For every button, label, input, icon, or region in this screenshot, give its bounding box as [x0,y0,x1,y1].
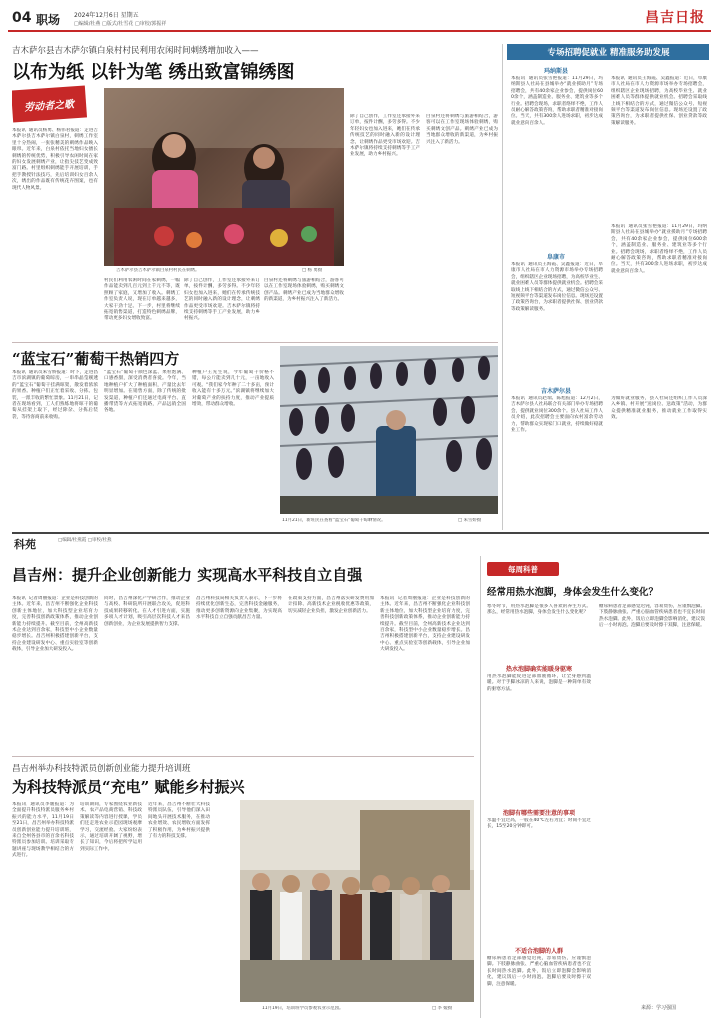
story2-credit: □ 朱雪娇摄 [458,518,482,523]
training-photo [240,800,474,1002]
sidebar-sec3-text: 本报讯 通讯员赵瑞、陈旭报道：12月2日，吉木萨尔县人社局联合有关部门举办专场招聘会，提供就业岗位300余个。县人社局工作人员介绍，此次招聘会主要面向农村富余劳动力，帮助群众实现家门口就业，持续做好稳就业工作。 [511,396,603,434]
page-number: 04 [12,10,32,26]
health-column [480,556,709,1018]
story1-caption: 吉木萨尔县吉木萨尔镇白泉村村民在刺绣。 [116,268,200,273]
health-col1c: 水温不宜过高，一般在40℃左右为宜；时间不宜过长，15至20分钟即可。 [487,818,591,830]
story4-col2: 培训期间，专家围绕农业新技术、农产品电商营销、科技政策解读等内容进行授课，学员们还走进农业示范园现场观摩学习，交流经验。大家纷纷表示，通过培训开阔了视野，增长了知识，今后将把所学运用到实际工作中。 [80,802,142,852]
story4-caption: 11月19日，培训班学员参观农业示范园。 [262,1006,344,1011]
photo-art-3 [240,800,474,1002]
story2-col3: 种植户王先生说，今年葡萄干价格不错，每公斤能卖到几十元，一亩地收入可观。“我们家今年种了二十多亩，预计收入能有十多万元。”滨湖镇将继续加大对葡萄产业的扶持力度，推动产业提质增效，带动群众增收。 [192,370,274,408]
divider-1 [12,342,498,343]
masthead-logo [645,7,705,27]
health-col1: 寒冬时节，用热水泡脚是很多人喜欢的养生方式。那么，经常用热水泡脚，身体会发生什么变化呢？ [487,604,591,616]
sidebar-sec3-text-b: 为做好就业服务，县人社局还组织工作人员深入乡镇、村开展“送岗位、送政策”活动，为群众提供精准就业服务，推动就业工作取得实效。 [611,396,707,421]
story1-col1: 本报讯 通讯员杨勇、杨伟君报道：走进吉木萨尔县吉木萨尔镇白泉村，刺绣工作室里十分热闹，一张张精美的刺绣作品映入眼帘。近年来，白泉村依托当地妇女擅长刺绣的传统优势，积极引导农闲时间在家的妇女发展刺绣产业，让指尖技艺变成致富门路。村里组织刺绣能手开展培训，手把手教授针法技巧，先后培训妇女百余人次，绣出的作品既有传统花卉图案，也有现代人物风景。 [12,128,98,191]
sidebar-sec2-text: 本报讯 通讯员王海霞、吴鑫报道：近日，阜康市人社局在市人力资源市场举办专场招聘会，组织辖区企业现场招聘，为高校毕业生、就业困难人员等群体提供就业机会。招聘会采取线上线下相结合的方式，通过微信公众号、短视频平台等渠道发布岗位信息。现场还设置了政策咨询台，为求职者提供社保、创业贷款等政策解读服务。 [511,262,603,312]
health-col1d: 糖尿病患者足部感觉迟钝，容易烫伤，应谨慎泡脚。下肢静脉曲张、严重心脑血管疾病患者也不宜长时间热水泡脚。此外，饭后立即泡脚会影响消化，建议饭后一小时再泡。泡脚后要及时擦干双脚，注意保暖。 [487,956,591,987]
story2-title: “蓝宝石”葡萄干热销四方 [12,350,180,368]
sidebar-title: 专场招聘促就业 精准服务助发展 [547,48,670,58]
sidebar-sec2-text-b: 本报讯 通讯员张雪艳报道：11月29日，玛纳斯县人社局在县城举办“就业援助月”专场招聘会，共有40余家企业参会，提供岗位600余个，涵盖制造业、服务业、建筑业等多个行业。招聘会现场，求职者络绎不绝，工作人员耐心解答政策咨询，帮助求职者精准对接岗位。当天，共有300余人进场求职，初步达成就业意向百余人。 [611,224,707,274]
health-col1b: 用热水泡脚能促进足部血液循环，让全身感到温暖。对于手脚冰凉的人来说，泡脚是一种简单有效的驱寒方法。 [487,674,591,692]
story2-col1: 本报讯 通讯员朱雪娇报道：时下，走进昌吉市滨湖镇的葡萄晾房，一串串晶莹剔透的“蓝宝石”葡萄干挂满晾架，散发着浓浓的果香。种植户们正忙着采收、分拣、包装，一派丰收的繁忙景象。11月21日，记者在现场看到，工人们熟练地将晾干的葡萄从挂架上取下，经过除杂、分拣后装袋，等待客商前来收购。 [12,370,98,420]
science-editors: □编辑/杜燕霞 □审校/杜燕 [58,538,112,543]
science-section: 科苑 [14,538,36,550]
story1-col4: 白泉村还将刺绣与旅游相结合，游客可以在工作室现场体验刺绣，购买刺绣文创产品。刺绣产业已成为当地群众增收的新渠道，为乡村振兴注入了新活力。 [264,278,344,303]
page-section: 职场 [36,13,61,27]
masthead: 昌吉日报 [645,10,705,26]
science-header [12,532,709,550]
badge-text: 劳动者之歌 [23,98,75,114]
health-h1: 热水泡脚确实能暖身驱寒 [505,666,572,673]
story1-col6: 白泉村还将刺绣与旅游相结合，游客可以在工作室现场体验刺绣，购买刺绣文创产品。刺绣产业已成为当地群众增收的新渠道，为乡村振兴注入了新活力。 [426,114,498,145]
story2-col2: “蓝宝石”葡萄干颜色深蓝、果粒饱满、口感香甜，深受消费者喜爱。今年，当地种植户扩大了种植面积，产量比去年明显增加。在销售方面，除了传统的批发渠道，种植户们还通过电商平台、直播带货等方式拓宽销路，产品远销全国各地。 [104,370,186,414]
sidebar-title-bar [507,44,709,60]
story1-col5: 除了自己创作，工作室还承接外来订单，按件计酬，多劳多得。不少年轻妇女也加入进来，她们在传承传统技艺的同时融入新的设计理念，让刺绣作品更受市场欢迎。吉木萨尔镇将持续支持刺绣等手工产业发展，助力乡村振兴。 [350,114,420,158]
photo-art-2 [280,346,498,514]
story1-col3: 除了自己创作，工作室还承接外来订单，按件计酬，多劳多得。不少年轻妇女也加入进来，她们在传承传统技艺的同时融入新的设计理念，让刺绣作品更受市场欢迎。吉木萨尔镇将持续支持刺绣等手工产业发展，助力乡村振兴。 [184,278,260,322]
story2-caption: 11月21日，新旺民在查看“蓝宝石”葡萄干晾晒情况。 [282,518,386,523]
story4-col3: 近年来，昌吉州不断壮大科技特派员队伍，引导他们深入田间地头开展技术服务，在推动农业增效、农民增收方面发挥了积极作用，为乡村振兴提供了有力的科技支撑。 [148,802,210,840]
story1-kicker: 吉木萨尔县吉木萨尔镇白泉村村民利用农闲时间刺绣增加收入—— [12,46,259,56]
health-badge-text: 每周科普 [508,564,538,574]
health-badge [487,562,559,576]
issue-date: 2024年12月6日 星期五 [74,12,139,19]
story4-credit: □ 李 媛摄 [432,1006,453,1011]
story-embroidery [12,44,499,340]
story-raisins [12,346,499,530]
science-col1: 本报讯 记者周丽报道：企业是科技创新的主体。近年来，昌吉州不断强化企业科技创新主体地位，加大科技型企业培育力度，完善科技创新政策体系，推动企业创新能力持续提升。截至目前，全州高新技术企业达到百余家，科技型中小企业数量稳步增长。昌吉州积极搭建创新平台，支持企业建设研发中心、重点实验室等创新载体，引导企业加大研发投入。 [12,596,98,653]
story1-badge [12,85,87,122]
story-innovation [12,556,474,754]
health-author: 来源：学习强国 [641,1005,677,1011]
health-title: 经常用热水泡脚，身体会发生什么变化？ [487,587,659,598]
sidebar-sec1-text-b: 本报讯 通讯员王海霞、吴鑫报道：近日，阜康市人社局在市人力资源市场举办专场招聘会，组织辖区企业现场招聘，为高校毕业生、就业困难人员等群体提供就业机会。招聘会采取线上线下相结合的方式，通过微信公众号、短视频平台等渠道发布岗位信息。现场还设置了政策咨询台，为求职者提供社保、创业贷款等政策解读服务。 [611,76,707,126]
story-tech-envoys [12,760,474,1018]
science-col3: 昌吉州科技局相关负责人表示，下一步将持续优化创新生态，完善科技金融服务，推动更多创新资源向企业集聚，为实现高水平科技自立自强贡献昌吉力量。 [196,596,282,621]
story1-title: 以布为纸 以针为笔 绣出致富锦绣图 [12,62,295,83]
embroidery-photo [104,88,344,266]
editor-line: □编辑/杜燕 □版式/杜雪花 □审校/郭振祥 [74,21,167,27]
sidebar-sec2: 阜康市 [546,254,565,261]
story1-credit: □ 杨 勇摄 [302,268,323,273]
story4-title: 为科技特派员“充电” 赋能乡村振兴 [12,778,245,796]
health-h2: 泡脚有哪些需要注意的事项 [502,810,575,817]
sidebar-sec1-text: 本报讯 通讯员张雪艳报道：11月29日，玛纳斯县人社局在县城举办“就业援助月”专场招聘会，共有40余家企业参会，提供岗位600余个，涵盖制造业、服务业、建筑业等多个行业。招聘会现场，求职者络绎不绝，工作人员耐心解答政策咨询，帮助求职者精准对接岗位。当天，共有300余人进场求职，初步达成就业意向百余人。 [511,76,603,126]
sidebar-sec3: 吉木萨尔县 [540,388,571,395]
raisin-photo [280,346,498,514]
photo-art [104,88,344,266]
science-col4: 在政策支持方面，昌吉州落实研发费用加计扣除、高新技术企业税收优惠等政策，切实减轻企业负担，激发企业创新活力。 [288,596,374,614]
story4-kicker: 昌吉州举办科技特派员创新创业能力提升培训班 [12,764,191,774]
sidebar-recruitment [502,44,709,530]
story1-col2: 村民们利用农闲时间在家刺绣，一幅作品能卖到几百元到上千元不等，既照顾了家庭，又增加了收入。刺绣工作室负责人说，现在订单越来越多，大家干劲十足。下一步，村里将继续拓宽销售渠道，打造特色刺绣品牌，带动更多妇女增收致富。 [104,278,180,322]
story4-col1: 本报讯 通讯员李媛报道：为全面提升科技特派员服务乡村振兴的能力水平，11月19日至21日，昌吉州举办科技特派员创新创业能力提升培训班，来自全州各县市的百余名科技特派员参加培训。培训采取专题讲座与现场教学相结合的方式进行。 [12,802,74,859]
divider-2 [12,756,474,757]
header-rule [8,30,711,32]
sidebar-sec1: 玛纳斯县 [543,68,568,75]
science-col2: 同时，昌吉州深化产学研合作，推动企业与高校、科研院所开展联合攻关，促进科技成果转移转化。在人才引进方面，实施多项人才计划，吸引高层次科技人才来昌创新创业，为企业发展提供智力支撑。 [104,596,190,627]
health-h3: 不适合泡脚的人群 [514,948,563,955]
science-col5: 本报讯 记者周丽报道：企业是科技创新的主体。近年来，昌吉州不断强化企业科技创新主体地位，加大科技型企业培育力度，完善科技创新政策体系，推动企业创新能力持续提升。截至目前，全州高新技术企业达到百余家，科技型中小企业数量稳步增长。昌吉州积极搭建创新平台，支持企业建设研发中心、重点实验室等创新载体，引导企业加大研发投入。 [380,596,470,653]
health-col2: 糖尿病患者足部感觉迟钝，容易烫伤，应谨慎泡脚。下肢静脉曲张、严重心脑血管疾病患者也不宜长时间热水泡脚。此外，饭后立即泡脚会影响消化，建议饭后一小时再泡。泡脚后要及时擦干双脚，注意保暖。 [599,604,705,629]
science-title: 昌吉州：提升企业创新能力 实现高水平科技自立自强 [12,566,363,584]
page-header [8,6,711,36]
